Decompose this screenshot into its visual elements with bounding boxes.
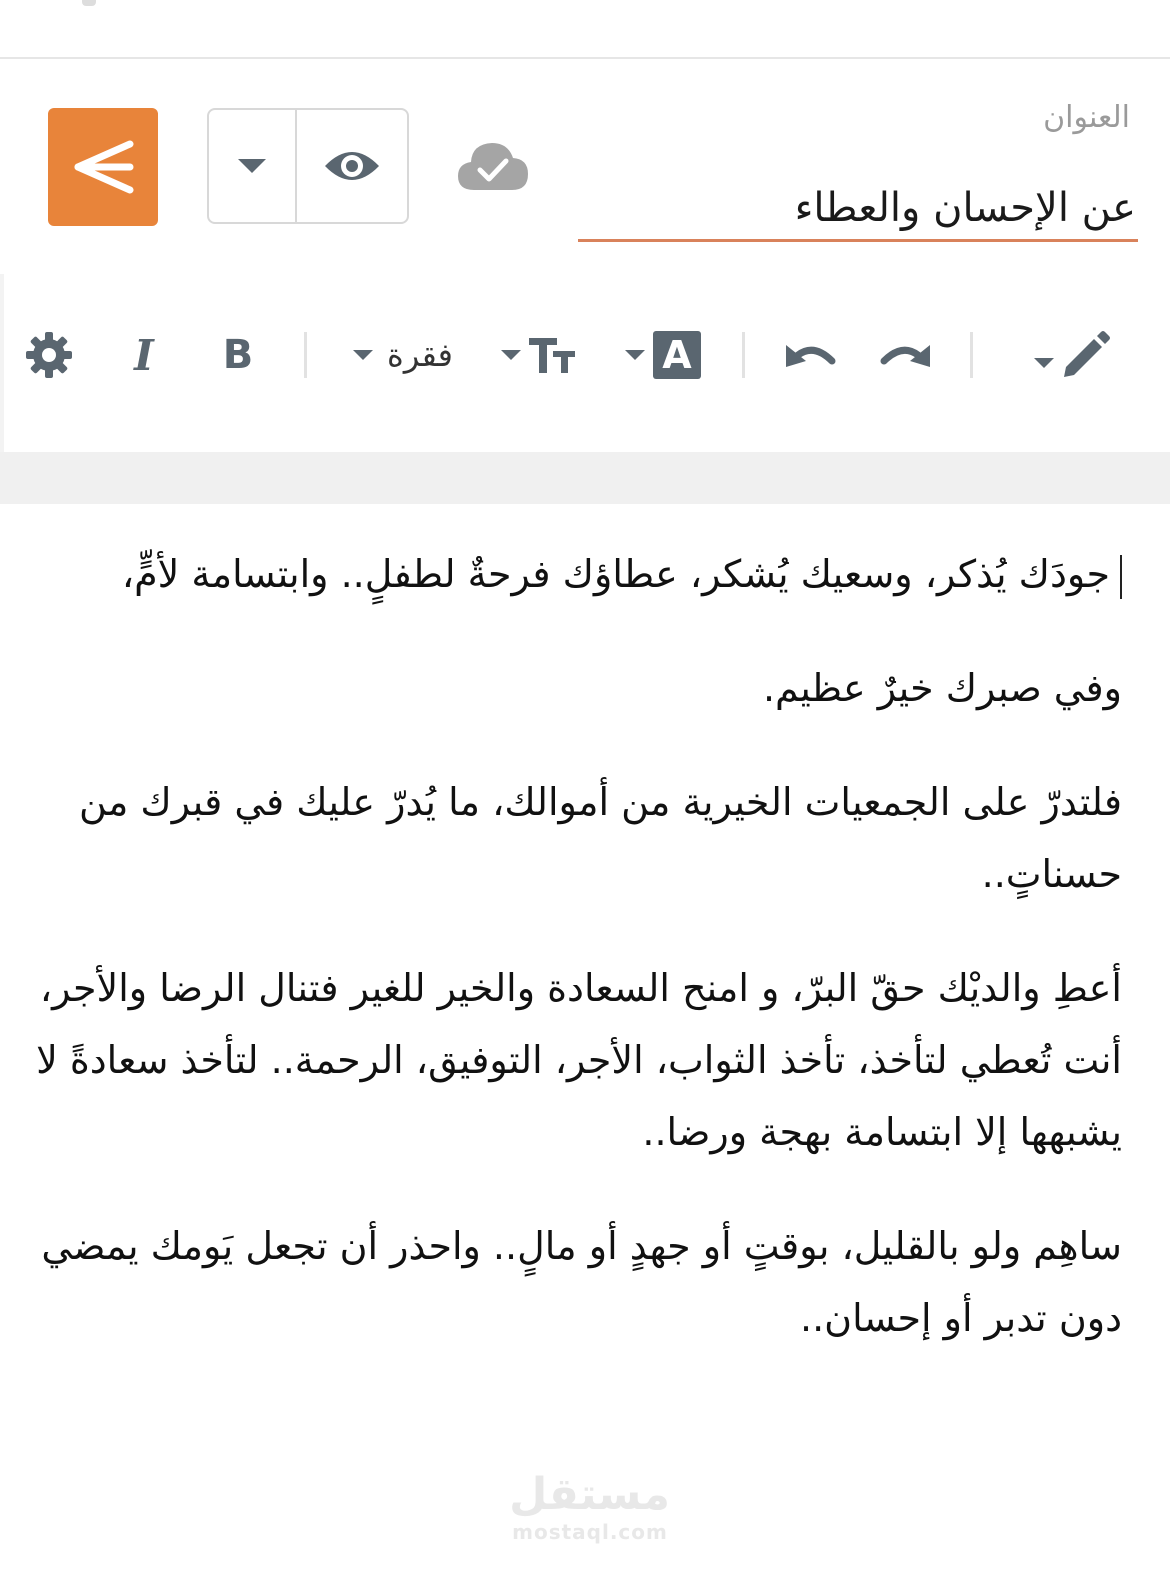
top-bar — [0, 0, 1170, 59]
italic-label: I — [134, 330, 154, 380]
paragraph-format-dropdown[interactable] — [344, 330, 460, 380]
toolbar-divider — [304, 332, 307, 378]
bold-button[interactable] — [214, 330, 262, 380]
post-paragraph: أعطِ والديْك حقّ البرّ، و امنح السعادة والخير للغير فتنال الرضا والأجر، أنت تُعطي لتأخذ، تأخذ الثواب، الأجر، التوفيق، الرحمة.. لتأخذ سعادةً لا يشبهها إلا ابتسامة بهجة ورضا.. — [36, 966, 1122, 1154]
preview-split-button — [207, 108, 409, 224]
text-color-dropdown[interactable] — [618, 328, 706, 382]
post-paragraph: وفي صبرك خيرٌ عظيم. — [762, 666, 1122, 710]
formatting-toolbar — [0, 274, 1170, 452]
caret-down-icon — [351, 348, 375, 362]
undo-button[interactable] — [782, 334, 840, 378]
text-cursor — [1120, 555, 1122, 599]
post-paragraph: ساهِم ولو بالقليل، بوقتٍ أو جهدٍ أو مالٍ.. واحذر أن تجعل يَومك يمضي دون تدبر أو إحسان.. — [41, 1224, 1122, 1340]
send-icon — [72, 140, 134, 194]
text-color-label: A — [662, 333, 692, 377]
caret-down-icon — [499, 348, 523, 362]
post-paragraph-text: جودَك يُذكر، وسعيك يُشكر، عطاؤك فرحةٌ لطفلٍ.. وابتسامة لأمٍّ، — [121, 552, 1110, 596]
title-input[interactable] — [578, 176, 1138, 242]
gear-icon — [24, 330, 74, 380]
top-bar-handle — [82, 0, 96, 6]
italic-button[interactable] — [120, 330, 168, 380]
post-paragraph: فلتدرّ على الجمعيات الخيرية من أموالك، ما يُدرّ عليك في قبرك من حسناتٍ.. — [79, 780, 1122, 896]
publish-button[interactable] — [48, 108, 158, 226]
watermark-latin: mostaql.com — [512, 1520, 668, 1544]
paragraph-format-label: فقرة — [387, 336, 453, 374]
redo-icon — [878, 339, 932, 373]
preview-options-dropdown[interactable] — [209, 110, 297, 222]
redo-button[interactable] — [876, 334, 934, 378]
watermark-arabic: مستقل — [509, 1469, 670, 1520]
caret-down-icon — [1032, 356, 1056, 370]
saved-cloud-icon — [456, 138, 530, 194]
post-paragraph — [8, 538, 1122, 610]
settings-button[interactable] — [22, 328, 76, 382]
watermark — [510, 1470, 670, 1544]
pencil-icon — [1060, 331, 1110, 381]
text-size-icon — [527, 335, 577, 375]
text-color-icon — [653, 331, 701, 379]
editor-gutter — [0, 452, 1170, 504]
compose-mode-dropdown[interactable] — [1024, 328, 1118, 384]
toolbar-divider — [970, 332, 973, 378]
caret-down-icon — [236, 157, 268, 175]
preview-button[interactable] — [297, 110, 407, 222]
text-size-dropdown[interactable] — [494, 330, 582, 380]
undo-icon — [784, 339, 838, 373]
bold-label: B — [222, 332, 254, 378]
toolbar-divider — [742, 332, 745, 378]
title-label: العنوان — [1043, 100, 1130, 135]
eye-icon — [323, 146, 381, 186]
post-body-content[interactable] — [8, 538, 1122, 1396]
caret-down-icon — [623, 348, 647, 362]
